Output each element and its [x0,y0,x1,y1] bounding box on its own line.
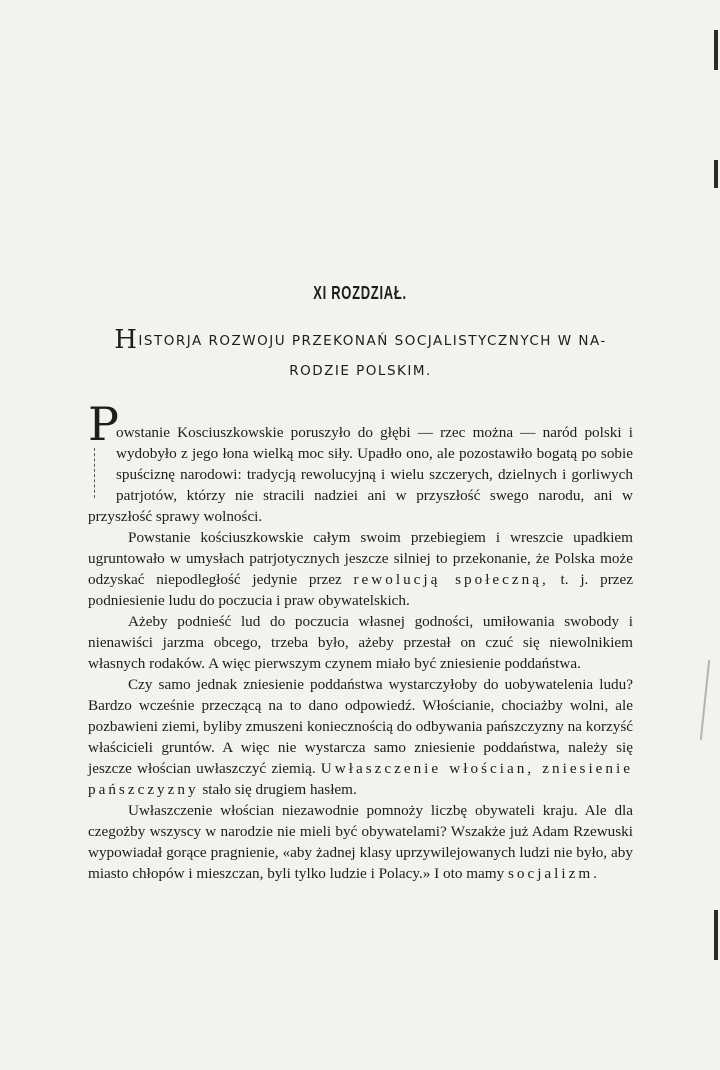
subtitle-initial: H [114,325,139,355]
paragraph-5 [88,800,633,884]
paragraph-4-text-b: stało się drugiem hasłem. [198,781,357,798]
chapter-subtitle [88,325,633,386]
page-edge-mark [714,30,718,70]
paragraph-2-emphasis: rewolucją społeczną, [353,571,549,588]
page-edge-mark [714,910,718,960]
page-edge-mark [714,160,718,188]
body-text [88,397,633,884]
paragraph-5-emphasis: socjalizm. [507,865,600,882]
drop-cap: P [88,404,112,502]
paragraph-2 [88,527,633,611]
paragraph-4-emphasis: Uwłaszczenie włościan, zniesienie pańszczyzny [88,760,633,798]
subtitle-line-2: RODZIE POLSKIM. [289,363,432,379]
paragraph-4 [88,674,633,800]
chapter-title: XI ROZDZIAŁ. [313,283,407,303]
paragraph-2-text-b: t. j. przez podniesienie ludu do poczucia i praw obywatelskich. [88,571,633,609]
paragraph-2-text-a: Powstanie kościuszkowskie całym swoim przebiegiem i wreszcie upadkiem ugruntowało w umysłach patrjotycznych jeszcze silniej to przekonanie, że Polska może odzyskać niepodległość jedynie przez [88,529,633,588]
paragraph-1 [88,397,633,527]
paragraph-1-text: owstanie Kosciuszkowskie poruszyło do głębi — rzec można — naród polski i wydobyło z jego łona wielką moc siły. Upadło ono, ale pozostawiło bogatą po sobie spuściznę narodowi: tradycją rewolucyjną i wielu szczerych, dzielnych i gorliwych patrjotów, którzy nie stracili nadziei ani w przyszłość swego narodu, ani w przyszłość sprawy wolności. [88,424,633,525]
paragraph-5-text-a: Uwłaszczenie włościan niezawodnie pomnoży liczbę obywateli kraju. Ale dla czegożby wszyscy w narodzie nie mieli być obywatelami? Wszakże już Adam Rzewuski wypowiadał gorące pragnienie, «aby żadnej klasy uprzywilejowanych ludzi nie było, aby miasto chłopów i mieszczan, byli tylko ludzie i Polacy.» I oto mamy [88,802,633,882]
paragraph-3 [88,611,633,674]
subtitle-line-1: ISTORJA ROZWOJU PRZEKONAŃ SOCJALISTYCZNYCH W NA- [138,333,607,349]
paragraph-3-text: Ażeby podnieść lud do poczucia własnej godności, umiłowania swobody i nienawiści jarzma obcego, trzeba było, ażeby przestał on czuć się niewolnikiem własnych rodaków. A więc pierwszym czynem miało być zniesienie poddaństwa. [88,613,633,672]
paragraph-4-text-a: Czy samo jednak zniesienie poddaństwa wystarczyłoby do uobywatelenia ludu? Bardzo wcześnie przeczącą na to dano odpowiedź. Włościanie, chociażby wolni, ale pozbawieni ziemi, byliby zmuszeni koniecznością do odbywania pańszczyzny na korzyść właścicieli gruntów. A więc nie wystarcza samo zniesienie poddaństwa, należy się jeszcze włościan uwłaszczyć ziemią. [88,676,633,777]
margin-smudge [700,660,710,740]
